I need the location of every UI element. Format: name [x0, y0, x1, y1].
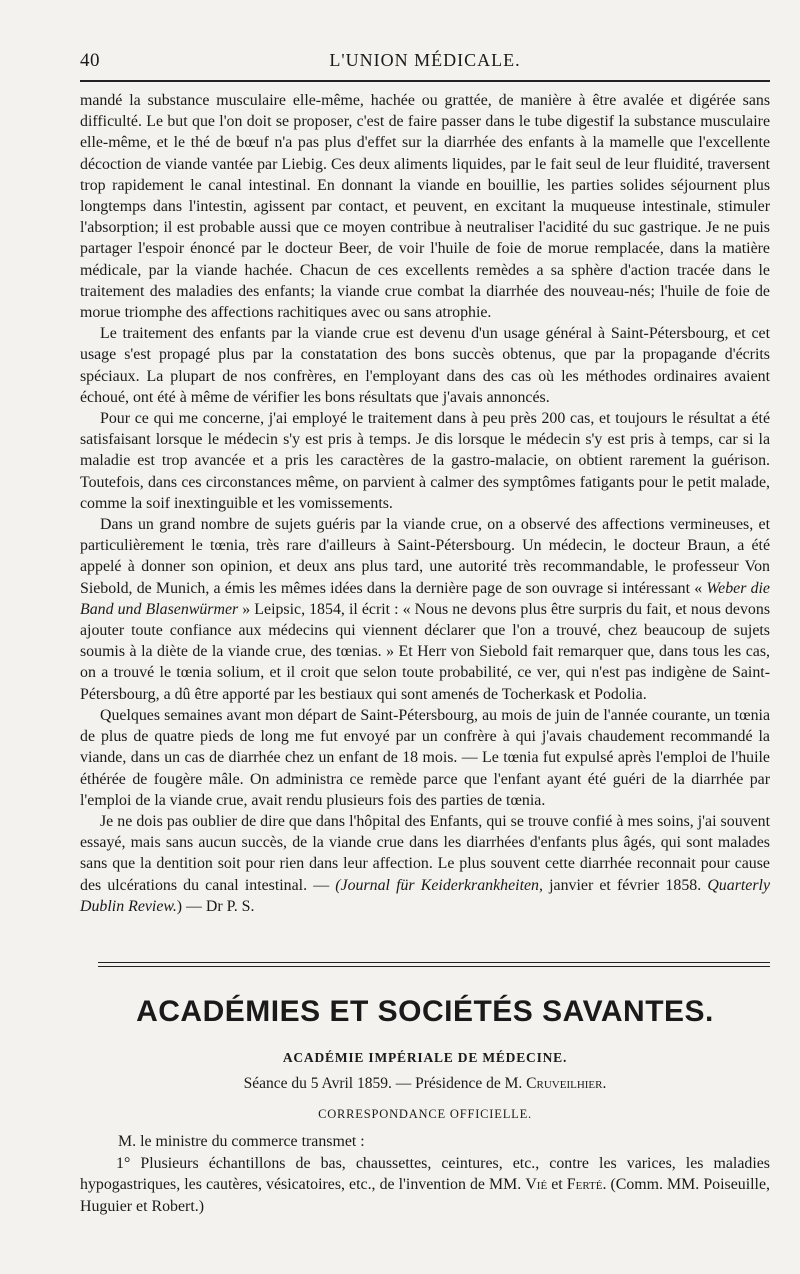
section-divider [98, 962, 770, 967]
item-1 [80, 1153, 770, 1218]
running-title: L'UNION MÉDICALE. [329, 50, 521, 70]
paragraph-2: Le traitement des enfants par la viande crue est devenu d'un usage général à Saint-Pétersbourg, et cet usage s'est propagé plus par la constatation des bons succès obtenus, que par la propagande d'écrits spéciaux. La plupart de nos confrères, en l'employant dans des cas où les méthodes ordinaires avaient échoué, ont été à même de vérifier les bons résultats que j'avais annoncés. [80, 325, 770, 406]
section-title: ACADÉMIES ET SOCIÉTÉS SAVANTES. [136, 995, 714, 1028]
inventor-ferte: Ferté [566, 1176, 603, 1193]
page-header [80, 48, 770, 76]
paragraph-4 [80, 514, 770, 705]
item-1-text: 1° Plusieurs échantillons de bas, chaussettes, ceintures, etc., contre les varices, les maladies hypogastriques, les cautères, vésicatoires, etc., de l'invention de MM. [80, 1154, 770, 1193]
item-1-commission: . (Comm. MM. Poiseuille, Huguier et Robert.) [80, 1176, 770, 1215]
paragraph-6-text-b: janvier et février 1858. [542, 876, 708, 894]
paragraph-6 [80, 811, 770, 917]
page-number: 40 [80, 50, 100, 71]
item-1-and: et [547, 1176, 567, 1193]
paragraph-5: Quelques semaines avant mon départ de Saint-Pétersbourg, au mois de juin de l'année courante, un tœnia de plus de quatre pieds de long me fut envoyé par un confrère à qui j'avais chaudement recommandé la viande, dans un cas de diarrhée chez un enfant de 18 mois. — Le tœnia fut expulsé après l'emploi de l'huile éthérée de fougère mâle. On administra ce remède parce que l'enfant ayant été guéri de la diarrhée par l'emploi de la viande crue, avait rendu plusieurs fois des parties de tœnia. [80, 706, 770, 809]
book-title: Weber die Band und Blasenwürmer [80, 579, 770, 618]
academy-heading: ACADÉMIE IMPÉRIALE DE MÉDECINE. [282, 1050, 568, 1065]
correspondence-heading: CORRESPONDANCE OFFICIELLE. [318, 1107, 532, 1121]
paragraph-6-signature: ) — Dr P. S. [176, 897, 255, 915]
paragraph-3: Pour ce qui me concerne, j'ai employé le traitement dans à peu près 200 cas, et toujours le résultat a été satisfaisant lorsque le médecin s'y est pris à temps. Je dis lorsque le médecin s'y est pris à temps, car si la maladie est trop avancée et a pris les caractères de la gastro-malacie, on obtient rarement la guérison. Toutefois, dans ces circonstances même, on parvient à calmer des symptômes fatigants pour le petit malade, comme la soif inextinguible et les vomissements. [80, 410, 770, 512]
header-rule [80, 80, 770, 82]
session-president: Cruveilhier [526, 1075, 603, 1092]
article-body [80, 90, 770, 917]
paragraph-4-text-a: Dans un grand nombre de sujets guéris par la viande crue, on a observé des affections vermineuses, et particulièrement le tœnia, très rare d'ailleurs à Saint-Pétersbourg. Un médecin, le docteur Braun, a été appelé à donner son opinion, et deux ans plus tard, une autorité très recommandable, le professeur Von Siebold, de Munich, a émis les mêmes idées dans la dernière page de son ouvrage si intéressant « [80, 516, 770, 597]
session-text: Séance du 5 Avril 1859. — Présidence de M. [243, 1075, 527, 1092]
minister-line: M. le ministre du commerce transmet : [118, 1133, 365, 1150]
source-journal: (Journal für Keiderkrankheiten, [335, 876, 543, 894]
paragraph-4-text-b: » Leipsic, 1854, il écrit : « Nous ne devons plus être surpris du fait, et nous devons ajouter toute confiance aux médecins qui viennent déclarer que l'on a trouvé, chez beaucoup de sujets soumis à la diète de la viande crue, des tœnias. » Et Herr von Siebold fait remarquer que, dans tous les cas, on a trouvé le tœnia solium, et il croit que selon toute probabilité, ce ver, qui n'est pas indigène de Saint-Pétersbourg, a dû être apporté par les bestiaux qui sont amenés de Tocherkask et Podolia. [80, 600, 771, 703]
correspondence-body [80, 1131, 770, 1217]
session-end: . [602, 1075, 607, 1092]
paragraph-6-text-a: Je ne dois pas oublier de dire que dans l'hôpital des Enfants, qui se trouve confié à mes soins, j'ai souvent essayé, mais sans aucun succès, de la viande crue dans les diarrhées d'enfants plus âgés, qui sont malades sans que la dentition soit pour rien dans leur affection. Le plus souvent cette diarrhée reconnait pour cause des ulcérations du canal intestinal. — [80, 812, 770, 894]
paragraph-1: mandé la substance musculaire elle-même, hachée ou grattée, de manière à être avalée et digérée sans difficulté. Le but que l'on doit se proposer, c'est de faire passer dans le tube digestif la substance musculaire elle-même, et le thé de bœuf n'a pas plus d'effet sur la diarrhée des enfants à la mamelle que l'excellente décoction de viande vantée par Liebig. Ces deux aliments liquides, par le fait seul de leur fluidité, traversent trop rapidement le canal intestinal. En donnant la viande en bouillie, les parties solides séjournent plus longtemps dans l'intestin, agissent par contact, et peuvent, en excitant la muqueuse intestinale, stimuler l'absorption; il est probable aussi que ce moyen contribue à neutraliser l'acidité du suc gastrique. Je ne puis partager l'espoir énoncé par le docteur Beer, de voir l'huile de foie de morue remplacée, dans la matière médicale, par la viande hachée. Chacun de ces excellents remèdes a sa sphère d'action tracée dans le traitement des maladies des enfants; la viande crue combat la diarrhée des nouveau-nés; l'huile de foie de morue triomphe des affections rachitiques avec ou sans atrophie. [80, 92, 770, 322]
source-review: Quarterly Dublin Review. [80, 876, 770, 915]
inventor-vie: Vié [525, 1176, 548, 1193]
session-line [80, 1075, 770, 1093]
